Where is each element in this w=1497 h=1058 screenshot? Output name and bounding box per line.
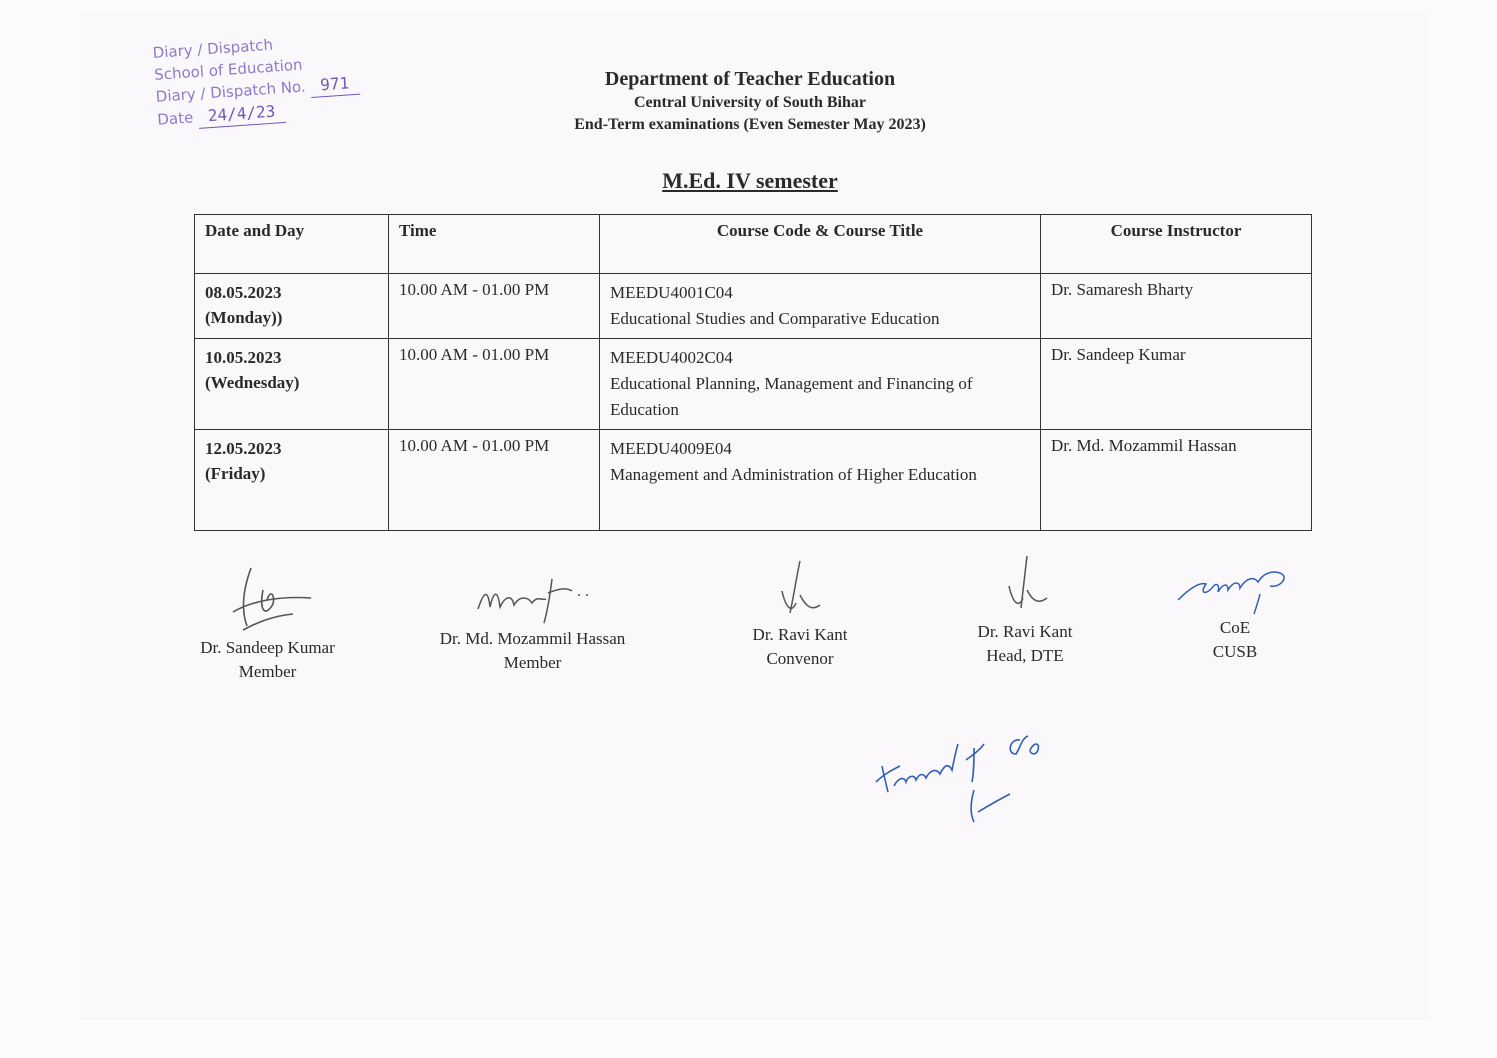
table-row <box>195 274 1312 339</box>
signatory-name: CoE <box>1219 618 1251 637</box>
handwritten-forward-note <box>870 720 1070 835</box>
university-name: Central University of South Bihar <box>634 94 866 111</box>
instructor-cell: Dr. Md. Mozammil Hassan <box>1041 430 1312 531</box>
signatory-name: Dr. Md. Mozammil Hassan <box>439 629 626 648</box>
semester-title: M.Ed. IV semester <box>662 168 838 193</box>
signature-block-4 <box>950 552 1100 668</box>
stamp-date-label: Date <box>156 108 194 129</box>
course-code: MEEDU4009E04 <box>610 439 732 458</box>
signature-scribble-icon <box>1170 558 1300 616</box>
signature-scribble-icon <box>985 552 1065 620</box>
stamp-line-1: Diary / Dispatch <box>152 35 274 62</box>
signature-block-1 <box>180 560 355 684</box>
signature-scribble-icon <box>213 560 323 636</box>
handwriting-icon <box>870 720 1070 830</box>
table-row <box>195 430 1312 531</box>
course-title: Management and Administration of Higher Education <box>610 465 977 484</box>
date-cell <box>195 274 389 339</box>
signatory-name: Dr. Sandeep Kumar <box>200 638 335 657</box>
header-instructor: Course Instructor <box>1041 215 1312 274</box>
stamp-line-2: School of Education <box>153 55 304 84</box>
table-row <box>195 339 1312 430</box>
signatory-name: Dr. Ravi Kant <box>752 625 848 644</box>
signatory-role: Member <box>238 662 297 681</box>
course-title: Educational Studies and Comparative Education <box>610 309 940 328</box>
exam-day: (Monday)) <box>205 308 283 327</box>
stamp-number-label: Diary / Dispatch No. <box>155 77 307 106</box>
signatory-role: Convenor <box>766 649 834 668</box>
document-header <box>480 66 1020 136</box>
signature-scribble-icon <box>468 565 598 627</box>
dispatch-stamp <box>152 23 428 142</box>
course-cell <box>600 430 1041 531</box>
date-cell <box>195 430 389 531</box>
signatory-name: Dr. Ravi Kant <box>977 622 1073 641</box>
time-cell: 10.00 AM - 01.00 PM <box>389 339 600 430</box>
course-title: Educational Planning, Management and Financing of Education <box>610 374 973 419</box>
department-name: Department of Teacher Education <box>604 68 896 90</box>
exam-title: End-Term examinations (Even Semester May 2023) <box>574 116 926 133</box>
stamp-date-value: 24/4/23 <box>197 100 286 129</box>
signature-block-2 <box>415 565 650 675</box>
signatory-role: CUSB <box>1212 642 1258 661</box>
exam-date: 12.05.2023 <box>205 439 282 458</box>
header-course: Course Code & Course Title <box>600 215 1041 274</box>
signature-scribble-icon <box>760 555 840 623</box>
header-date-day: Date and Day <box>195 215 389 274</box>
exam-date: 08.05.2023 <box>205 283 282 302</box>
exam-schedule-table <box>194 214 1312 531</box>
course-cell <box>600 339 1041 430</box>
exam-date: 10.05.2023 <box>205 348 282 367</box>
signatory-role: Member <box>503 653 562 672</box>
course-cell <box>600 274 1041 339</box>
instructor-cell: Dr. Sandeep Kumar <box>1041 339 1312 430</box>
course-code: MEEDU4002C04 <box>610 348 733 367</box>
time-cell: 10.00 AM - 01.00 PM <box>389 430 600 531</box>
signatory-role: Head, DTE <box>986 646 1064 665</box>
signature-block-3 <box>720 555 880 671</box>
exam-day: (Friday) <box>205 464 266 483</box>
instructor-cell: Dr. Samaresh Bharty <box>1041 274 1312 339</box>
time-cell: 10.00 AM - 01.00 PM <box>389 274 600 339</box>
date-cell <box>195 339 389 430</box>
stamp-number-value: 971 <box>310 72 360 98</box>
course-code: MEEDU4001C04 <box>610 283 733 302</box>
exam-day: (Wednesday) <box>205 373 300 392</box>
header-time: Time <box>389 215 600 274</box>
table-header-row <box>195 215 1312 274</box>
signature-block-5 <box>1160 558 1310 664</box>
